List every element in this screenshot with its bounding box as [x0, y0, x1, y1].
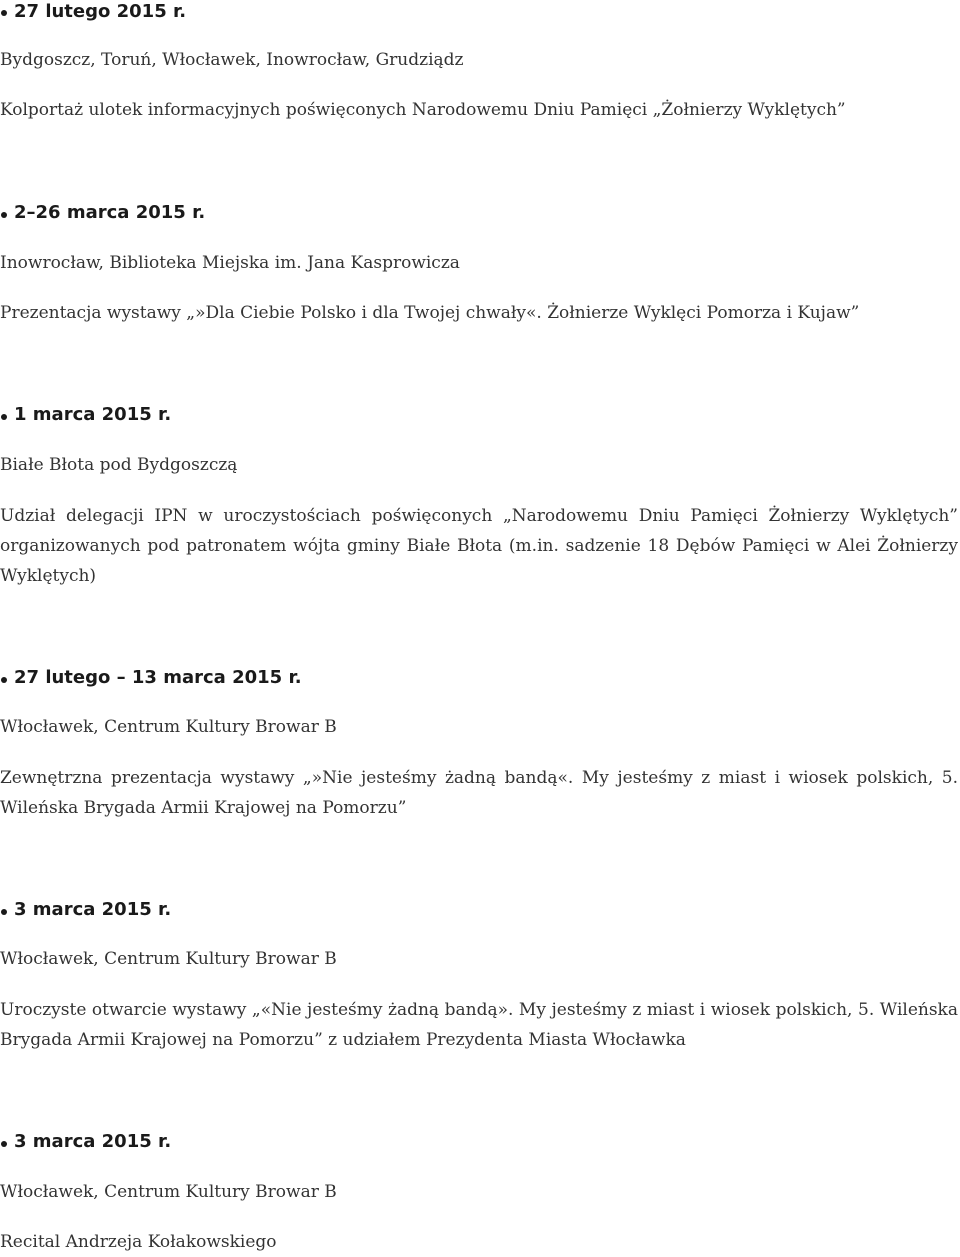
event-description: Kolportaż ulotek informacyjnych poświęconych Narodowemu Dniu Pamięci „Żołnierzy Wyklętych”: [0, 100, 846, 120]
event-description: Uroczyste otwarcie wystawy „«Nie jesteśmy żadną bandą». My jesteśmy z miast i wiosek polskich, 5. Wileńska Brygada Armii Krajowej na Pomorzu” z udziałem Prezydenta Miasta Włocławka: [0, 1000, 958, 1050]
event-description: Zewnętrzna prezentacja wystawy „»Nie jesteśmy żadną bandą«. My jesteśmy z miast i wiosek polskich, 5. Wileńska Brygada Armii Krajowej na Pomorzu”: [0, 768, 958, 818]
bullet-icon: [1, 1141, 7, 1147]
event-place: Włocławek, Centrum Kultury Browar B: [0, 1182, 337, 1202]
bullet-icon: [1, 909, 7, 915]
event-date: 3 marca 2015 r.: [14, 899, 172, 920]
bullet-icon: [1, 212, 7, 218]
bullet-icon: [1, 10, 7, 16]
event-date: 2–26 marca 2015 r.: [14, 202, 206, 223]
bullet-icon: [1, 414, 7, 420]
event-place: Włocławek, Centrum Kultury Browar B: [0, 717, 337, 737]
event-place: Bydgoszcz, Toruń, Włocławek, Inowrocław, Grudziądz: [0, 50, 464, 70]
event-description: Udział delegacji IPN w uroczystościach poświęconych „Narodowemu Dniu Pamięci Żołnierzy Wyklętych” organizowanych pod patronatem wójta gminy Białe Błota (m.in. sadzenie 18 Dębów Pamięci w Alei Żołnierzy Wyklętych): [0, 506, 958, 586]
event-date: 27 lutego – 13 marca 2015 r.: [14, 667, 302, 688]
event-date: 3 marca 2015 r.: [14, 1131, 172, 1152]
event-place: Białe Błota pod Bydgoszczą: [0, 455, 238, 475]
event-description: Prezentacja wystawy „»Dla Ciebie Polsko i dla Twojej chwały«. Żołnierze Wyklęci Pomorza i Kujaw”: [0, 303, 860, 323]
event-date: 1 marca 2015 r.: [14, 404, 172, 425]
event-description: Recital Andrzeja Kołakowskiego: [0, 1232, 277, 1252]
event-place: Włocławek, Centrum Kultury Browar B: [0, 949, 337, 969]
event-place: Inowrocław, Biblioteka Miejska im. Jana Kasprowicza: [0, 253, 460, 273]
bullet-icon: [1, 677, 7, 683]
event-date: 27 lutego 2015 r.: [14, 1, 187, 22]
